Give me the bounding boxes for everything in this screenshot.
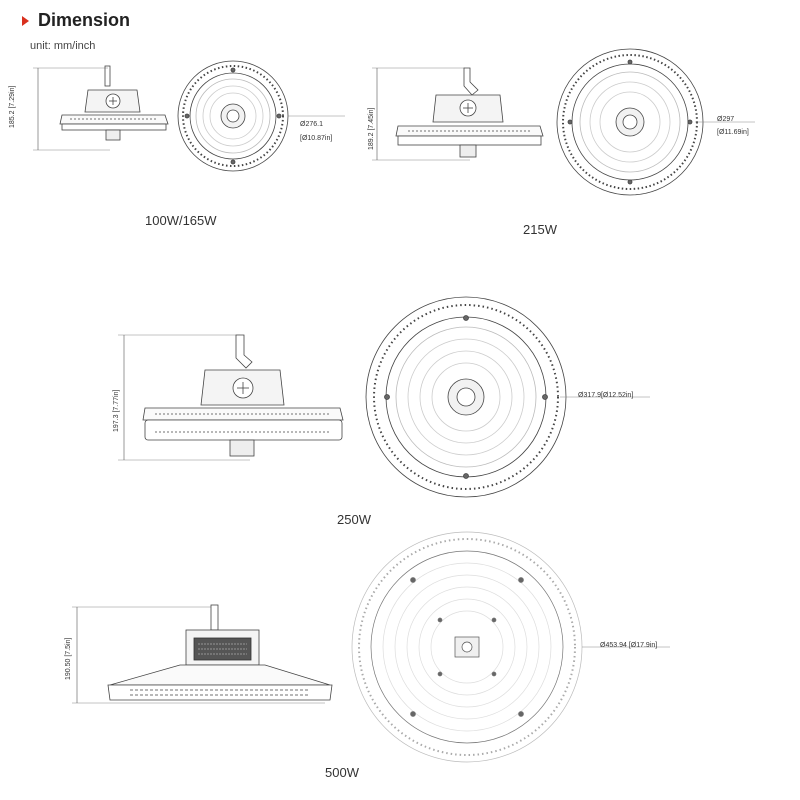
diameter-inch-label-215w: [Ø11.69in] xyxy=(717,129,749,136)
side-view-250w xyxy=(118,335,343,460)
height-label-500w: 190.50 [7.5in] xyxy=(65,637,72,680)
height-label-100w-165w: 185.2 [7.29in] xyxy=(9,85,16,128)
height-label-215w: 189.2 [7.45in] xyxy=(368,107,375,150)
side-view-100w-165w xyxy=(33,66,168,150)
diameter-label-215w: Ø297 xyxy=(717,116,735,123)
top-view-100w-165w xyxy=(178,61,345,171)
page-title: Dimension xyxy=(38,10,131,30)
diameter-inch-label-100w-165w: [Ø10.87in] xyxy=(300,135,333,142)
diameter-label-100w-165w: Ø276.1 xyxy=(300,121,323,128)
diameter-label-500w: Ø453.94 [Ø17.9in] xyxy=(600,642,658,649)
side-view-500w xyxy=(72,605,332,703)
caption-250w: 250W xyxy=(337,512,371,527)
caption-100w-165w: 100W/165W xyxy=(145,213,217,228)
side-view-215w xyxy=(372,68,543,160)
height-label-250w: 197.3 [7.77in] xyxy=(113,389,120,432)
unit-label: unit: mm/inch xyxy=(30,40,96,52)
caption-500w: 500W xyxy=(325,765,359,780)
diameter-label-250w: Ø317.9[Ø12.52in] xyxy=(578,392,634,399)
caption-215w: 215W xyxy=(523,222,557,237)
